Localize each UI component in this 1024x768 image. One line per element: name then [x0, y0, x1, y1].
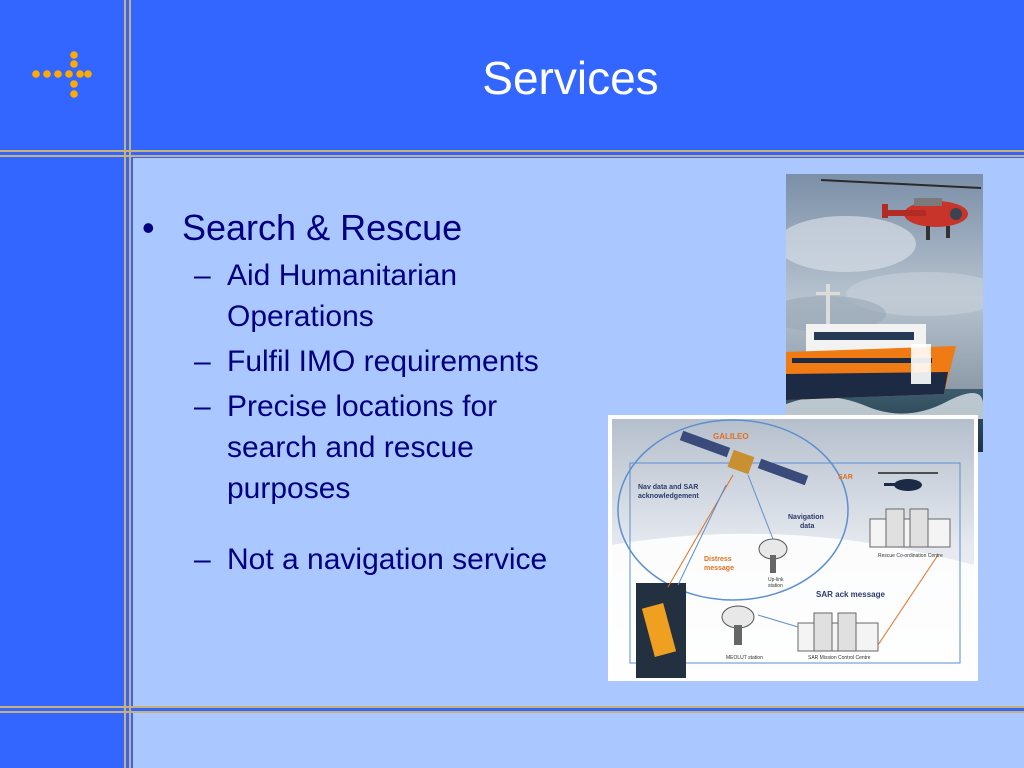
- galileo-sar-diagram: [608, 415, 978, 681]
- distress-label-1: Distress: [704, 556, 732, 563]
- distress-beacon-icon: [636, 583, 686, 678]
- bullet-mark: •: [142, 207, 155, 248]
- horizontal-rule: [0, 150, 1024, 152]
- bottom-panel: [133, 712, 1024, 768]
- slide-title: Services: [482, 52, 659, 104]
- arrow-dots-logo: [30, 50, 94, 100]
- sub-bullet-text: Fulfil IMO requirements: [227, 345, 539, 378]
- uplink-label-1: Up-link: [768, 577, 784, 583]
- sar-label: SAR: [838, 474, 853, 481]
- sub-bullet: [194, 341, 612, 382]
- sub-bullet: [194, 539, 612, 580]
- horizontal-rule: [0, 155, 1024, 157]
- left-band: [0, 0, 128, 768]
- sub-bullet-text: Precise locations for search and rescue purposes: [227, 390, 498, 505]
- rescue-helicopter-lifeboat-photo: [786, 174, 983, 452]
- sub-bullet: [194, 255, 612, 337]
- uplink-label-2: station: [768, 583, 783, 589]
- galileo-label: GALILEO: [713, 432, 749, 441]
- meolut-label: MEOLUT station: [726, 655, 763, 661]
- bullet-level1: [142, 205, 612, 251]
- sub-bullet: [194, 386, 612, 509]
- dash-mark: –: [194, 543, 211, 576]
- sub-bullet-text: Aid Humanitarian Operations: [227, 259, 458, 333]
- smcc-label: SAR Mission Control Centre: [808, 655, 871, 661]
- nav-sar-label-2: acknowledgement: [638, 493, 699, 500]
- nav-sar-label-1: Nav data and SAR: [638, 484, 699, 491]
- dash-mark: –: [194, 390, 211, 423]
- rcc-label: Rescue Co-ordination Centre: [878, 553, 943, 559]
- navigation-data-label-2: data: [800, 523, 815, 530]
- navigation-data-label-1: Navigation: [788, 514, 824, 521]
- bullet-text: Search & Rescue: [182, 207, 463, 248]
- horizontal-rule: [0, 706, 1024, 708]
- sub-bullet-text: Not a navigation service: [227, 543, 548, 576]
- dash-mark: –: [194, 259, 211, 292]
- vertical-rule: [129, 0, 131, 768]
- sar-ack-label: SAR ack message: [816, 590, 885, 599]
- dash-mark: –: [194, 345, 211, 378]
- horizontal-rule: [0, 711, 1024, 713]
- bullet-list: [142, 205, 612, 580]
- distress-label-2: message: [704, 565, 734, 572]
- vertical-rule: [124, 0, 126, 768]
